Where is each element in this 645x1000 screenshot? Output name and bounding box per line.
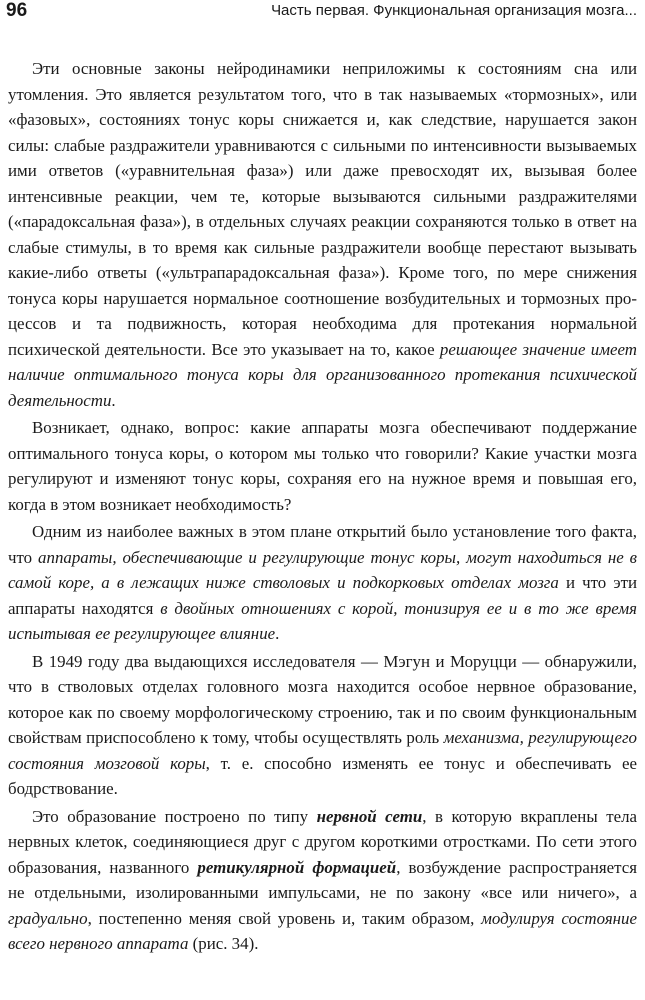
body-text <box>8 56 637 957</box>
emphasized-text: ретикулярной формацией <box>197 857 397 877</box>
text-run: Это образование построено по типу <box>32 806 317 826</box>
emphasized-text: аппараты, обеспечивающие и регулирующие тонус коры, могут находиться не в самой коре, а в лежащих ниже стволовых и подкорковых отделах мозга <box>8 547 637 592</box>
text-run: . <box>275 624 280 643</box>
text-run: . <box>111 390 116 410</box>
text-run: , т. е. способно изменять ее тонус и обеспечивать ее бодрствование. <box>8 753 638 798</box>
text-run: Эти основные законы нейродинамики неприложимы к состояниям сна или утомления. Это является результатом того, что в так называемых «тормозных», или «фазовых», состояниях тонус коры снижается и, как следствие, нарушается закон силы: слабые раздражители уравниваются с сильными по интенсивности вызываемых ими ответов («уравнительная фаза») или даже превосходят их, вызывая более интенсивные реакции, чем те, которые вызываются сильными раздражителями («парадоксальная фаза»), в отдельных случаях реакции сохраняются только в ответ на слабые стимулы, в то время как сильные раздражители вообще перестают вызывать какие-либо ответы («ультрапарадоксальная фаза»). Кроме того, по мере снижения тонуса коры нарушается нормальное соотношение возбудительных и тормозных процессов и та подвижность, которая необходима для протекания нормальной психической деятельности. Все это указывает на то, какое <box>8 59 637 359</box>
emphasized-text: в двойных отношениях с корой, тонизируя ее и в то же время испытывая ее регулирующее влияние <box>8 598 637 643</box>
page-header <box>6 0 637 24</box>
paragraph <box>8 519 637 647</box>
text-run: , возбуждение распространяется не отдельными, изолированными импульсами, не по закону «все или ничего», а <box>8 857 637 902</box>
text-run: В 1949 году два выдающихся исследователя — Мэгун и Моруцци — обнаружили, что в стволовых отделах головного мозга находится особое нервное образование, которое как по своему морфологическому строению, так и по своим функциональным свойствам приспособлено к тому, чтобы осуществлять роль <box>8 651 637 747</box>
emphasized-text: модулируя состояние всего нервного аппарата <box>8 908 637 953</box>
text-run: , в которую вкраплены тела нервных клеток, соединяющиеся друг с другом короткими отростками. По сети этого образования, названного <box>8 806 637 877</box>
text-run: , постепенно меняя свой уровень и, таким образом, <box>87 908 482 928</box>
page-number: 96 <box>6 0 28 21</box>
paragraph <box>8 804 637 957</box>
emphasized-text: механизма, регулирующего состояния мозговой коры <box>8 728 637 773</box>
paragraph <box>8 649 637 802</box>
running-head: Часть первая. Функциональная организация мозга... <box>271 2 637 19</box>
emphasized-text: градуально <box>8 908 88 928</box>
text-run: и что эти аппараты находятся <box>8 573 637 618</box>
text-run: (рис. 34). <box>188 934 259 953</box>
emphasized-text: решающее значение имеет наличие оптимального тонуса коры для организованного протекания психической деятельности <box>8 339 637 410</box>
text-run: Одним из наиболее важных в этом плане открытий было установление того факта, что <box>8 522 637 567</box>
emphasized-text: нервной сети <box>316 806 423 826</box>
paragraph <box>8 56 637 413</box>
paragraph <box>8 415 637 517</box>
text-run: Возникает, однако, вопрос: какие аппараты мозга обеспечивают поддержание оптимального тонуса коры, о котором мы только что говорили? Какие участки мозга регулируют и изменяют тонус коры, сохраняя его на нужное время и повышая его, когда в этом возникает необходимость? <box>8 418 637 514</box>
